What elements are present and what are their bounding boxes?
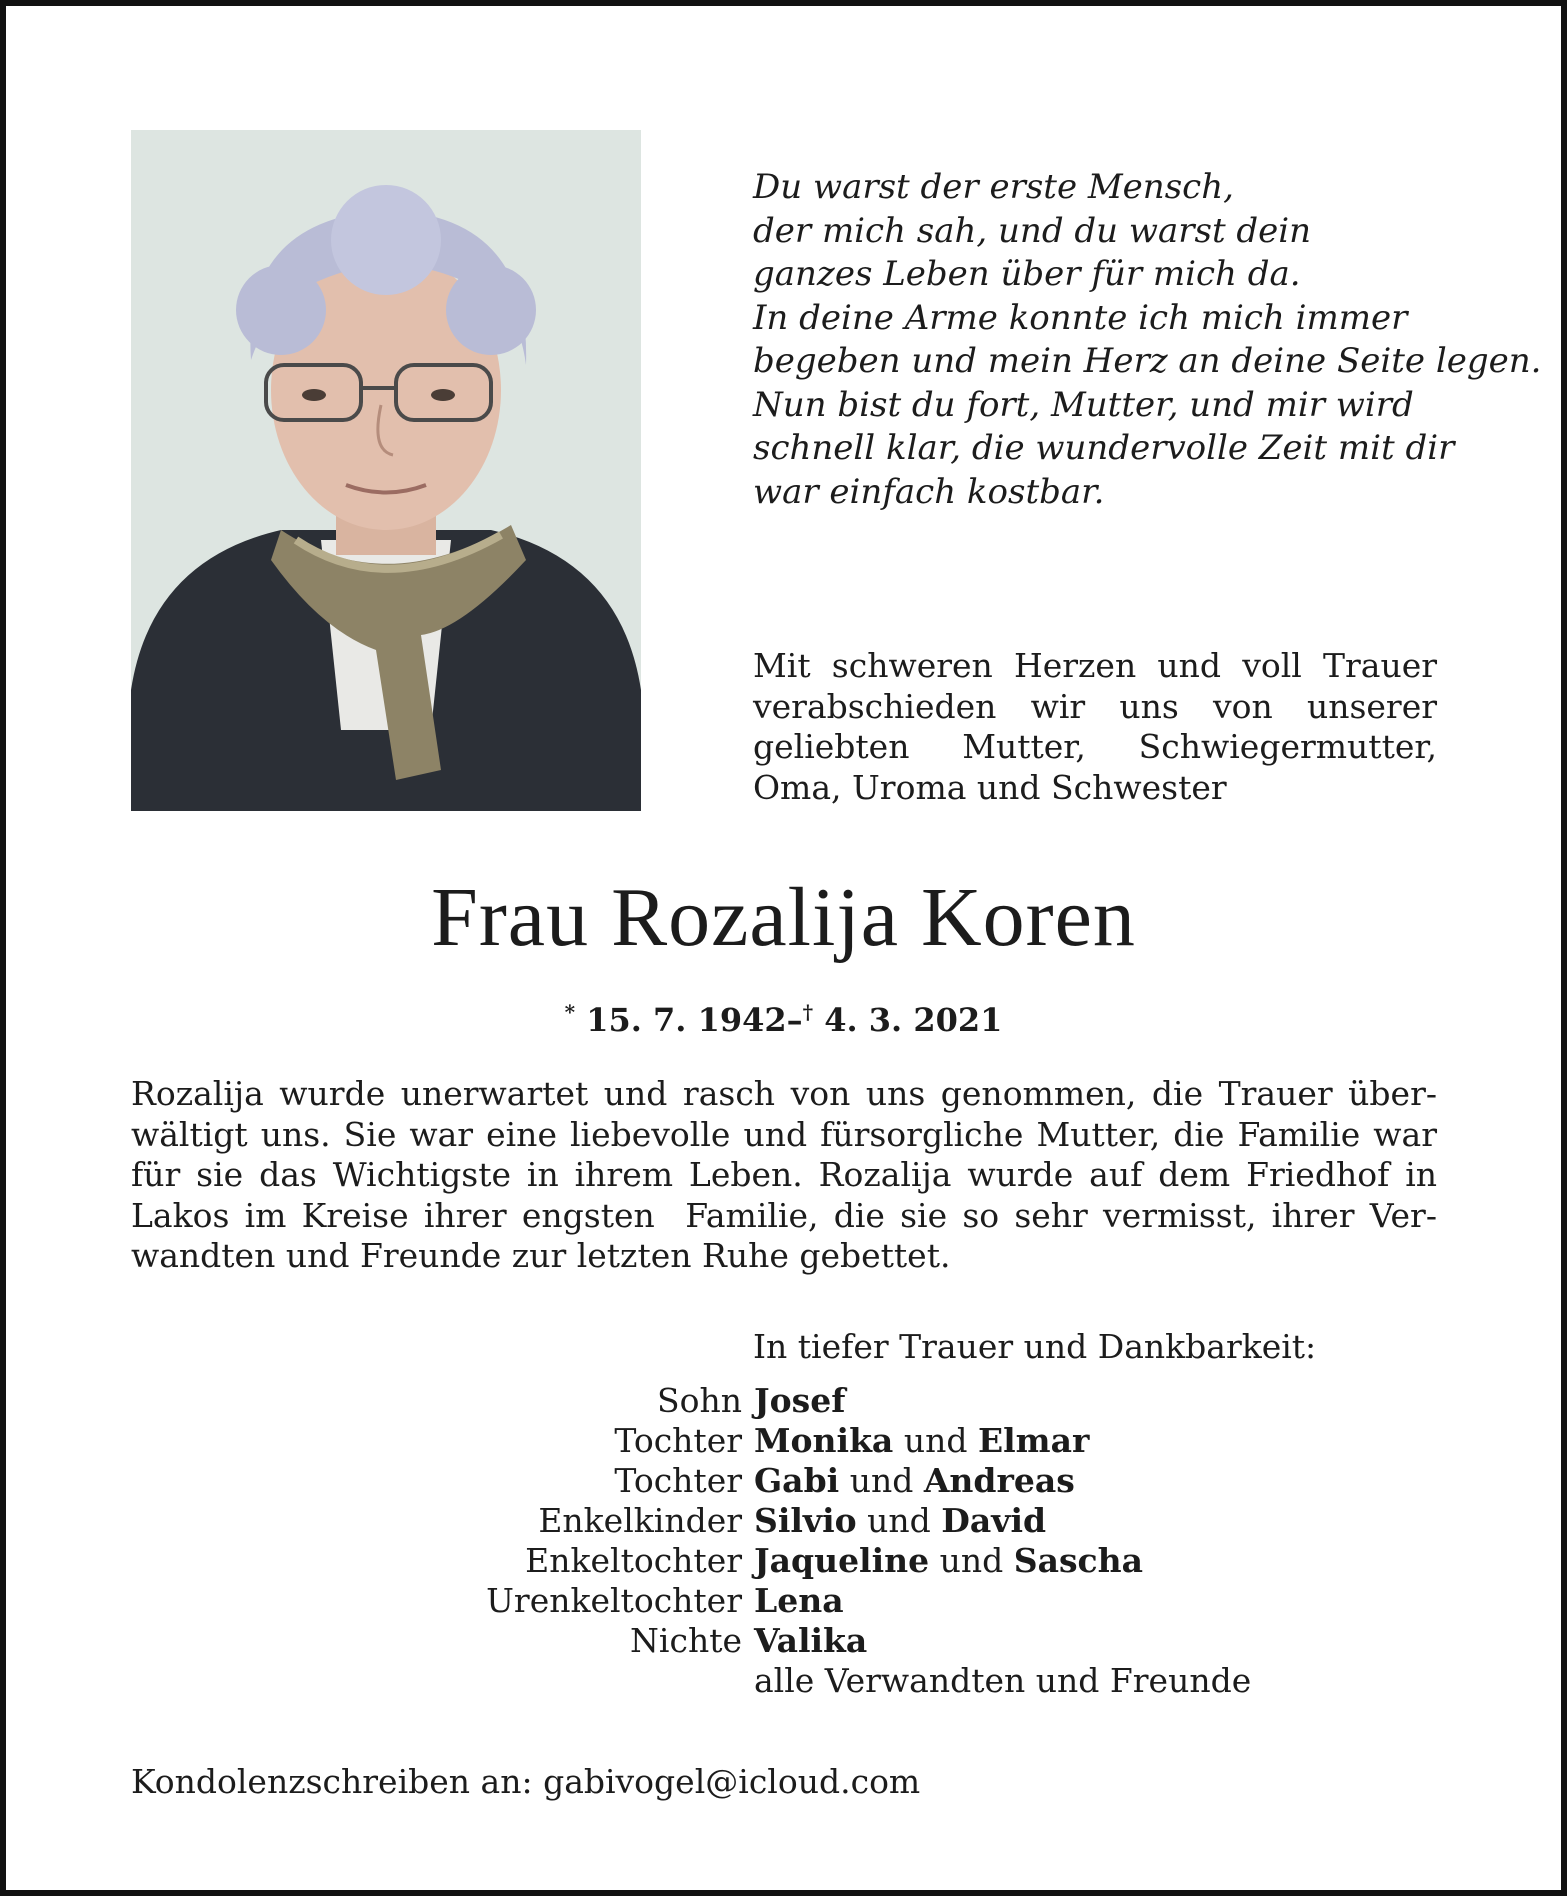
death-symbol: † (802, 1000, 814, 1024)
mourner-name: Gabi (754, 1461, 840, 1500)
poem-line: Du warst der erste Mensch, (753, 167, 1234, 207)
mourner-relation: Nichte (630, 1621, 742, 1660)
poem-line: der mich sah, und du warst dein (753, 210, 1312, 251)
mourner-name: Elmar (977, 1421, 1090, 1460)
life-dates (0, 990, 1567, 1042)
death-date: 4. 3. 2021 (824, 1001, 1003, 1039)
mourner-row (131, 1621, 1437, 1661)
poem (753, 166, 1542, 514)
obituary-line: wandten und Freunde zur letzten Ruhe gebettet. (131, 1236, 951, 1275)
mourner-name: Silvio (754, 1501, 857, 1540)
obituary-text (131, 1074, 1437, 1277)
portrait-illustration (131, 130, 641, 811)
intro-line: geliebten Mutter, Schwiegermutter, (753, 727, 1437, 766)
mourner-relation: Enkeltochter (525, 1541, 742, 1580)
mourners-list (131, 1381, 1437, 1701)
conjunction: und (867, 1501, 931, 1540)
poem-line: schnell klar, die wundervolle Zeit mit dir (753, 428, 1455, 468)
intro-line: verabschieden wir uns von unserer (753, 686, 1437, 726)
conjunction: und (939, 1541, 1004, 1580)
conjunction: und (903, 1421, 968, 1460)
mourner-row (131, 1381, 1437, 1421)
mourner-name: Lena (754, 1581, 844, 1620)
mourner-row (131, 1461, 1437, 1501)
mourner-row (131, 1661, 1437, 1701)
mourner-relation: Urenkeltochter (486, 1581, 742, 1620)
birth-date: 15. 7. 1942 (586, 1001, 787, 1039)
mourner-relation: Tochter (614, 1421, 742, 1460)
intro-line: Mit schweren Herzen und voll Trauer (753, 646, 1437, 685)
mourner-name: Sascha (1013, 1541, 1144, 1580)
mourner-relation: Sohn (657, 1381, 742, 1420)
mourner-name: Monika (754, 1421, 894, 1460)
conjunction: und (849, 1461, 914, 1500)
intro-text (753, 646, 1437, 808)
deceased-name: Frau Rozalija Koren (431, 871, 1136, 964)
obituary-line: für sie das Wichtigste in ihrem Leben. Rozalija wurde auf dem Friedhof in (131, 1155, 1437, 1194)
poem-line: ganzes Leben über für mich da. (753, 254, 1301, 294)
mourner-name: Andreas (923, 1461, 1075, 1500)
condolence-address: Kondolenzschreiben an: gabivogel@icloud.com (131, 1762, 921, 1801)
mourner-row (131, 1541, 1437, 1581)
mourner-row (131, 1421, 1437, 1461)
poem-line: In deine Arme konnte ich mich immer (753, 297, 1408, 338)
mourner-name: David (941, 1501, 1047, 1540)
mourner-row (131, 1581, 1437, 1621)
intro-line: Oma, Uroma und Schwester (753, 767, 1227, 807)
obituary-line: Rozalija wurde unerwartet und rasch von uns genommen, die Trauer über- (131, 1074, 1437, 1113)
poem-line: war einfach kostbar. (753, 471, 1105, 512)
birth-symbol: * (564, 1000, 576, 1024)
mourner-relation-empty (131, 1661, 754, 1701)
mourners-footer: alle Verwandten und Freunde (754, 1661, 1252, 1700)
obituary-line: wältigt uns. Sie war eine liebevolle und fürsorgliche Mutter, die Familie war (131, 1114, 1437, 1154)
mourner-name: Josef (754, 1381, 846, 1420)
mourner-row (131, 1501, 1437, 1541)
mourner-name: Valika (754, 1621, 868, 1660)
mourner-name: Jaqueline (754, 1541, 930, 1580)
obituary-line: Lakos im Kreise ihrer engsten Familie, die sie so sehr vermisst, ihrer Ver- (131, 1195, 1437, 1235)
portrait-photo (131, 130, 641, 811)
mourner-relation: Tochter (614, 1461, 742, 1500)
mourner-relation: Enkelkinder (538, 1501, 742, 1540)
poem-line: begeben und mein Herz an deine Seite legen. (753, 341, 1542, 381)
mourning-intro: In tiefer Trauer und Dankbarkeit: (753, 1327, 1317, 1366)
poem-line: Nun bist du fort, Mutter, und mir wird (753, 384, 1414, 425)
date-separator: – (786, 1001, 803, 1039)
